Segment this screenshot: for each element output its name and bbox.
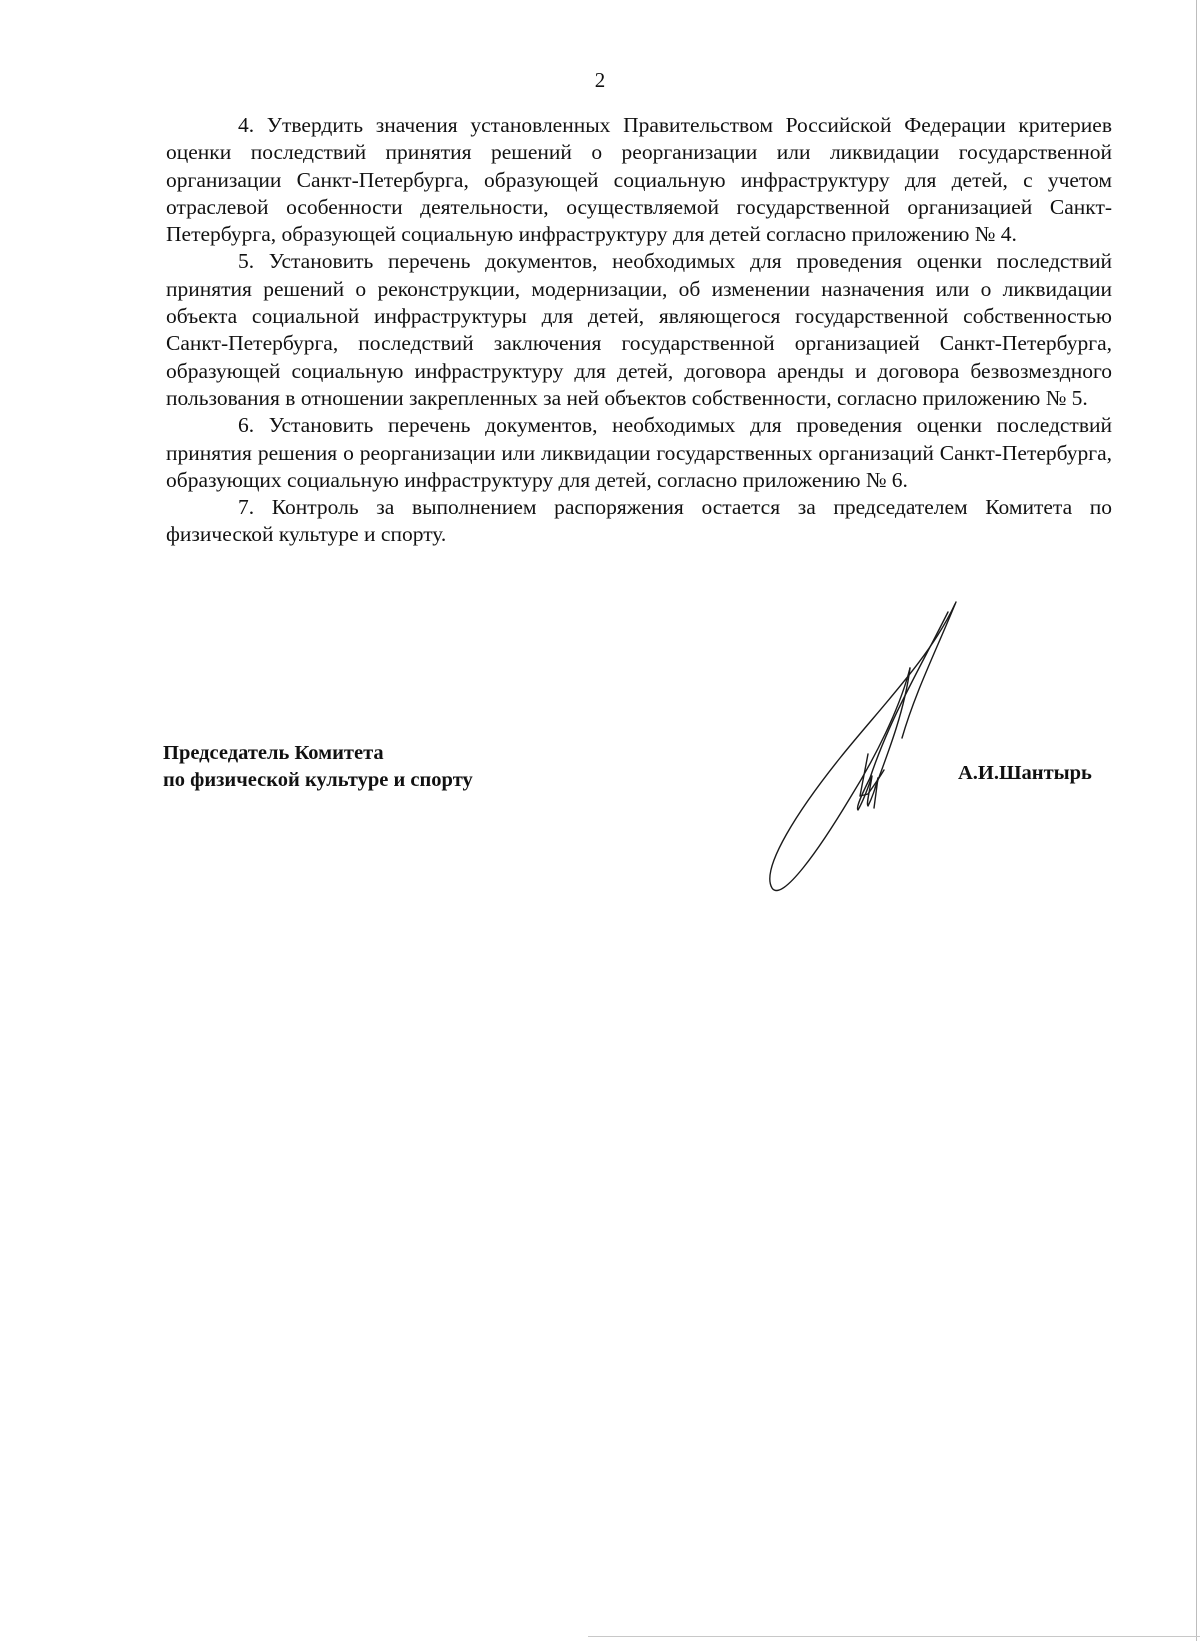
scan-edge-line	[588, 1636, 1200, 1637]
paragraph-7: 7. Контроль за выполнением распоряжения остается за председателем Комитета по физической культуре и спорту.	[166, 495, 1112, 547]
signatory-title	[163, 740, 473, 794]
paragraph-4: 4. Утвердить значения установленных Правительством Российской Федерации критериев оценки последствий принятия решений о реорганизации или ликвидации государственной организации Санкт-Петербурга, образующей социальную инфраструктуру для детей, с учетом отраслевой особенности деятельности, осуществляемой государственной организацией Санкт-Петербурга, образующей социальную инфраструктуру для детей согласно приложению № 4.	[166, 113, 1112, 247]
signatory-name: А.И.Шантырь	[958, 762, 1092, 784]
scan-edge-line	[1196, 0, 1197, 1641]
paragraph-6: 6. Установить перечень документов, необходимых для проведения оценки последствий принятия решения о реорганизации или ликвидации государственных организаций Санкт-Петербурга, образующих социальную инфраструктуру для детей, согласно приложению № 6.	[166, 413, 1112, 492]
signatory-title-line-2: по физической культуре и спорту	[163, 769, 473, 791]
handwritten-signature	[760, 598, 960, 898]
paragraph-5: 5. Установить перечень документов, необходимых для проведения оценки последствий принятия решений о реконструкции, модернизации, об изменении назначения или о ликвидации объекта социальной инфраструктуры для детей, являющегося государственной собственностью Санкт-Петербурга, последствий заключения государственной организацией Санкт-Петербурга, образующей социальную инфраструктуру для детей, договора аренды и договора безвозмездного пользования в отношении закрепленных за ней объектов собственности, согласно приложению № 5.	[166, 249, 1112, 410]
document-body	[166, 112, 1112, 549]
signatory-title-line-1: Председатель Комитета	[163, 742, 384, 764]
page-number: 2	[594, 68, 606, 92]
